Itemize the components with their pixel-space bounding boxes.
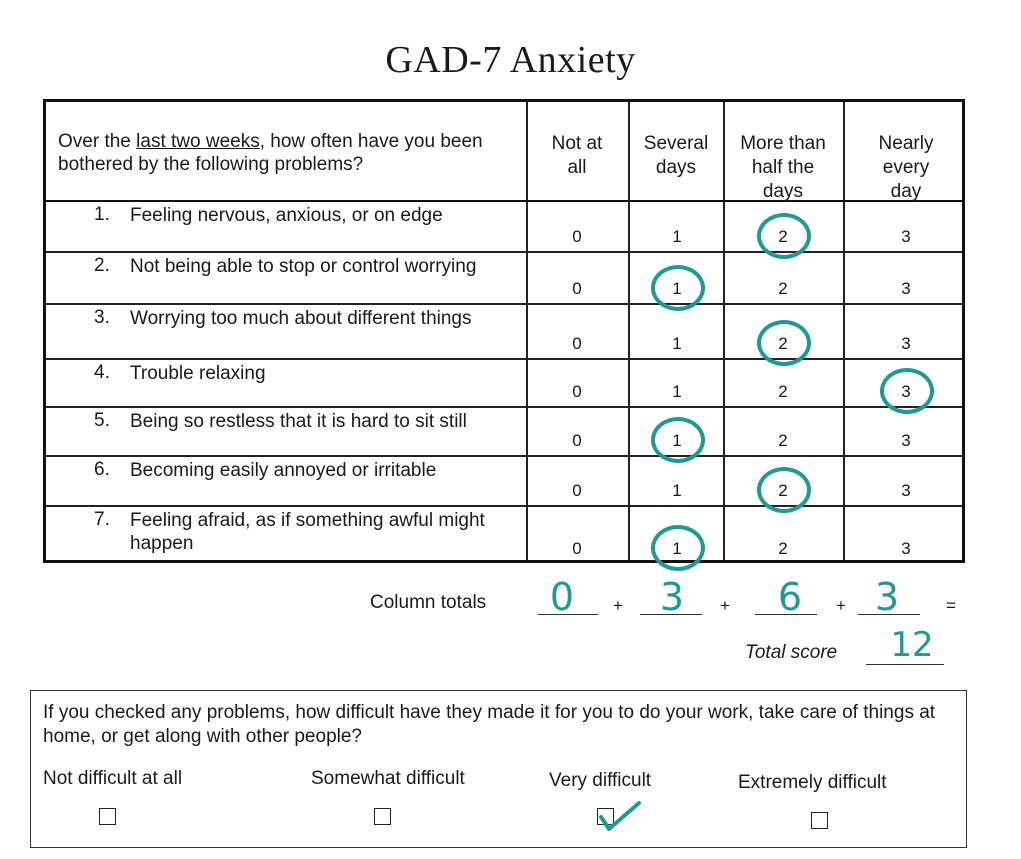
selection-circle-icon bbox=[651, 417, 705, 463]
score-option[interactable]: 3 bbox=[901, 481, 911, 500]
score-option[interactable]: 1 bbox=[672, 431, 682, 450]
col-header-nearly-every-day: Nearly every day bbox=[878, 133, 934, 202]
item-number: 2. bbox=[94, 255, 110, 276]
col-header-several-days: Several days bbox=[643, 133, 709, 178]
score-option[interactable]: 1 bbox=[672, 539, 682, 558]
item-number: 5. bbox=[94, 410, 110, 431]
checkbox-not-difficult[interactable] bbox=[99, 808, 116, 825]
total-score-value: 12 bbox=[890, 625, 934, 665]
difficulty-question: If you checked any problems, how difficult have they made it for you to do your work, take care of things at home, or get along with other people? bbox=[43, 702, 936, 747]
score-option[interactable]: 3 bbox=[901, 431, 911, 450]
score-option[interactable]: 0 bbox=[572, 431, 582, 450]
score-option[interactable]: 3 bbox=[901, 227, 911, 246]
selection-circle-icon bbox=[757, 213, 811, 259]
score-option[interactable]: 3 bbox=[901, 382, 911, 401]
score-option[interactable]: 2 bbox=[778, 382, 788, 401]
score-option[interactable]: 0 bbox=[572, 481, 582, 500]
plus-sign: + bbox=[720, 596, 730, 615]
score-option[interactable]: 2 bbox=[778, 431, 788, 450]
total-not-at-all: 0 bbox=[549, 575, 575, 619]
selection-circle-icon bbox=[651, 525, 705, 571]
col-header-more-than-half: More than half the days bbox=[740, 133, 826, 202]
score-option[interactable]: 2 bbox=[778, 334, 788, 353]
item-number: 4. bbox=[94, 362, 110, 383]
total-several-days: 3 bbox=[659, 575, 685, 619]
option-extremely-difficult-label: Extremely difficult bbox=[738, 772, 887, 793]
gad7-table bbox=[43, 99, 965, 563]
score-option[interactable]: 3 bbox=[901, 279, 911, 298]
checkbox-somewhat-difficult[interactable] bbox=[374, 808, 391, 825]
score-option[interactable]: 1 bbox=[672, 481, 682, 500]
page-title: GAD-7 Anxiety bbox=[385, 39, 636, 81]
item-number: 1. bbox=[94, 204, 110, 225]
checkmark-icon bbox=[593, 799, 645, 835]
score-option[interactable]: 0 bbox=[572, 539, 582, 558]
total-more-than-half: 6 bbox=[777, 575, 803, 619]
selection-circle-icon bbox=[757, 320, 811, 366]
item-number: 3. bbox=[94, 307, 110, 328]
item-question: Trouble relaxing bbox=[130, 363, 266, 384]
score-option[interactable]: 0 bbox=[572, 382, 582, 401]
item-question: Feeling nervous, anxious, or on edge bbox=[130, 205, 443, 226]
col-header-not-at-all: Not at all bbox=[551, 133, 603, 178]
score-option[interactable]: 3 bbox=[901, 539, 911, 558]
option-not-difficult-label: Not difficult at all bbox=[43, 768, 183, 789]
score-option[interactable]: 1 bbox=[672, 227, 682, 246]
plus-sign: + bbox=[836, 596, 846, 615]
score-option[interactable]: 0 bbox=[572, 279, 582, 298]
score-option[interactable]: 2 bbox=[778, 481, 788, 500]
selection-circle-icon bbox=[757, 467, 811, 513]
item-question: Being so restless that it is hard to sit still bbox=[130, 411, 467, 432]
total-nearly-every-day: 3 bbox=[874, 575, 900, 619]
option-very-difficult-label: Very difficult bbox=[549, 770, 652, 791]
score-option[interactable]: 3 bbox=[901, 334, 911, 353]
difficulty-section bbox=[30, 690, 967, 848]
item-question: Not being able to stop or control worrying bbox=[130, 256, 477, 277]
item-number: 6. bbox=[94, 459, 110, 480]
equals-sign: = bbox=[946, 596, 956, 615]
plus-sign: + bbox=[613, 596, 623, 615]
score-option[interactable]: 1 bbox=[672, 279, 682, 298]
selection-circle-icon bbox=[880, 368, 934, 414]
item-question: Becoming easily annoyed or irritable bbox=[130, 460, 437, 481]
selection-circle-icon bbox=[651, 265, 705, 311]
score-option[interactable]: 1 bbox=[672, 334, 682, 353]
score-option[interactable]: 2 bbox=[778, 279, 788, 298]
score-option[interactable]: 0 bbox=[572, 227, 582, 246]
checkbox-extremely-difficult[interactable] bbox=[811, 812, 828, 829]
score-option[interactable]: 0 bbox=[572, 334, 582, 353]
score-option[interactable]: 2 bbox=[778, 539, 788, 558]
score-option[interactable]: 1 bbox=[672, 382, 682, 401]
column-totals-label: Column totals bbox=[370, 592, 487, 613]
item-question: Feeling afraid, as if something awful might happen bbox=[130, 510, 485, 554]
option-somewhat-difficult-label: Somewhat difficult bbox=[311, 768, 465, 789]
item-question: Worrying too much about different things bbox=[130, 308, 472, 329]
total-score-label: Total score bbox=[745, 642, 838, 663]
instructions-text: Over the last two weeks, how often have you been bothered by the following problems? bbox=[58, 131, 483, 175]
item-number: 7. bbox=[94, 509, 110, 530]
score-option[interactable]: 2 bbox=[778, 227, 788, 246]
